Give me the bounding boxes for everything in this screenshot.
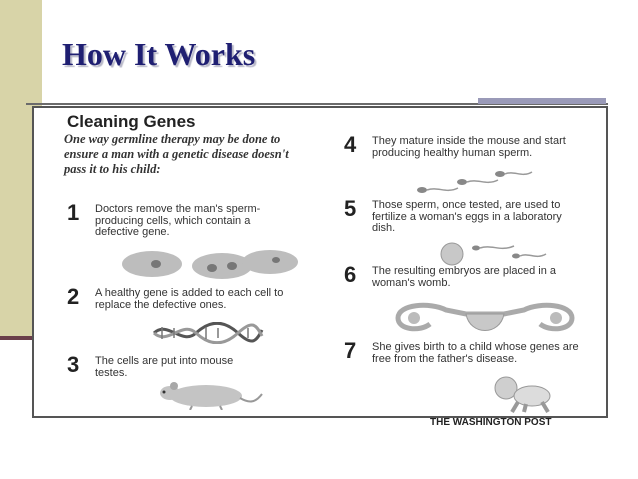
step-5-text: Those sperm, once tested, are used to fertilize a woman's eggs in a laboratory dish. xyxy=(372,199,562,234)
step-4-number: 4 xyxy=(344,132,357,157)
baby-illustration xyxy=(488,374,558,414)
step-2-text: A healthy gene is added to each cell to replace the defective ones. xyxy=(95,287,284,311)
infographic-panel xyxy=(32,106,608,418)
step-3-number: 3 xyxy=(67,352,80,377)
infographic-intro: One way germline therapy may be done to ensure a man with a genetic disease doesn't pass it to his child: xyxy=(64,132,289,176)
dna-helix-illustration xyxy=(152,322,264,344)
step-6-number: 6 xyxy=(344,262,357,287)
step-1-text: Doctors remove the man's sperm-producing cells, which contain a defective gene. xyxy=(95,203,261,238)
divider-accent-block xyxy=(478,98,606,104)
step-6-text: The resulting embryos are placed in a woman's womb. xyxy=(372,265,557,289)
step-5-number: 5 xyxy=(344,196,357,221)
egg-illustration xyxy=(438,238,548,266)
womb-illustration xyxy=(390,298,580,340)
sperm-illustration xyxy=(416,168,536,198)
step-7-text: She gives birth to a child whose genes are free from the father's disease. xyxy=(372,341,579,365)
step-7-number: 7 xyxy=(344,338,357,363)
step-1-number: 1 xyxy=(67,200,80,225)
source-credit: THE WASHINGTON POST xyxy=(430,417,552,428)
cells-illustration xyxy=(120,248,300,282)
step-3-text: The cells are put into mouse testes. xyxy=(95,355,234,379)
infographic-title: Cleaning Genes xyxy=(67,112,196,131)
step-2-number: 2 xyxy=(67,284,80,309)
step-4-text: They mature inside the mouse and start producing healthy human sperm. xyxy=(372,135,566,159)
mouse-illustration xyxy=(144,380,264,410)
slide-title: How It Works xyxy=(62,36,256,72)
